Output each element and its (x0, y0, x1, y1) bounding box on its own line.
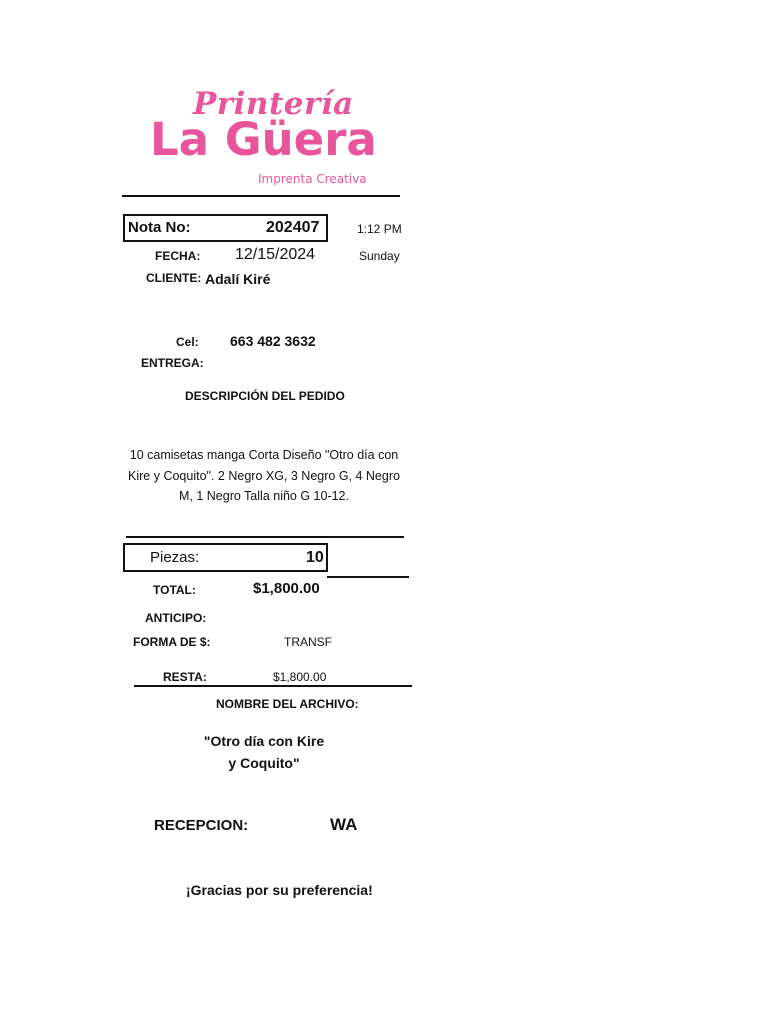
archivo-name-line2: y Coquito" (228, 755, 300, 771)
descripcion-title: DESCRIPCIÓN DEL PEDIDO (185, 389, 345, 403)
fecha-label: FECHA: (155, 249, 201, 263)
recepcion-value: WA (330, 815, 358, 834)
cel-value: 663 482 3632 (230, 333, 316, 349)
total-label: TOTAL: (153, 583, 196, 597)
logo-printeria: Printería (193, 86, 354, 122)
thanks-message: ¡Gracias por su preferencia! (186, 882, 373, 898)
fecha-weekday: Sunday (359, 249, 400, 263)
piezas-divider (327, 576, 409, 578)
recepcion-label: RECEPCION: (154, 817, 249, 834)
fecha-value: 12/15/2024 (235, 246, 316, 263)
nota-label: Nota No: (128, 219, 191, 236)
cliente-value: Adalí Kiré (205, 271, 271, 287)
descripcion-divider (126, 536, 404, 538)
header-divider (122, 195, 400, 197)
nota-number: 202407 (266, 219, 320, 236)
resta-label: RESTA: (163, 670, 207, 684)
entrega-label: ENTREGA: (141, 356, 204, 370)
cliente-label: CLIENTE: (146, 271, 202, 285)
logo-la-guera: La Güera (150, 113, 377, 166)
nota-time: 1:12 PM (357, 222, 402, 236)
cel-label: Cel: (176, 335, 199, 349)
piezas-label: Piezas: (150, 549, 200, 566)
resta-value: $1,800.00 (273, 670, 327, 684)
archivo-name-line1: "Otro día con Kire (203, 733, 325, 749)
archivo-label: NOMBRE DEL ARCHIVO: (216, 697, 359, 711)
descripcion-text: 10 camisetas manga Corta Diseño "Otro día con Kire y Coquito". 2 Negro XG, 3 Negro G, 4 Negro M, 1 Negro Talla niño G 10-12. (128, 448, 400, 503)
logo-tagline: Imprenta Creativa (258, 172, 367, 186)
total-value: $1,800.00 (253, 580, 320, 597)
forma-pago-label: FORMA DE $: (133, 635, 211, 649)
forma-pago-value: TRANSF (284, 635, 332, 649)
piezas-value: 10 (306, 549, 324, 566)
resta-divider (134, 685, 412, 687)
anticipo-label: ANTICIPO: (145, 611, 207, 625)
